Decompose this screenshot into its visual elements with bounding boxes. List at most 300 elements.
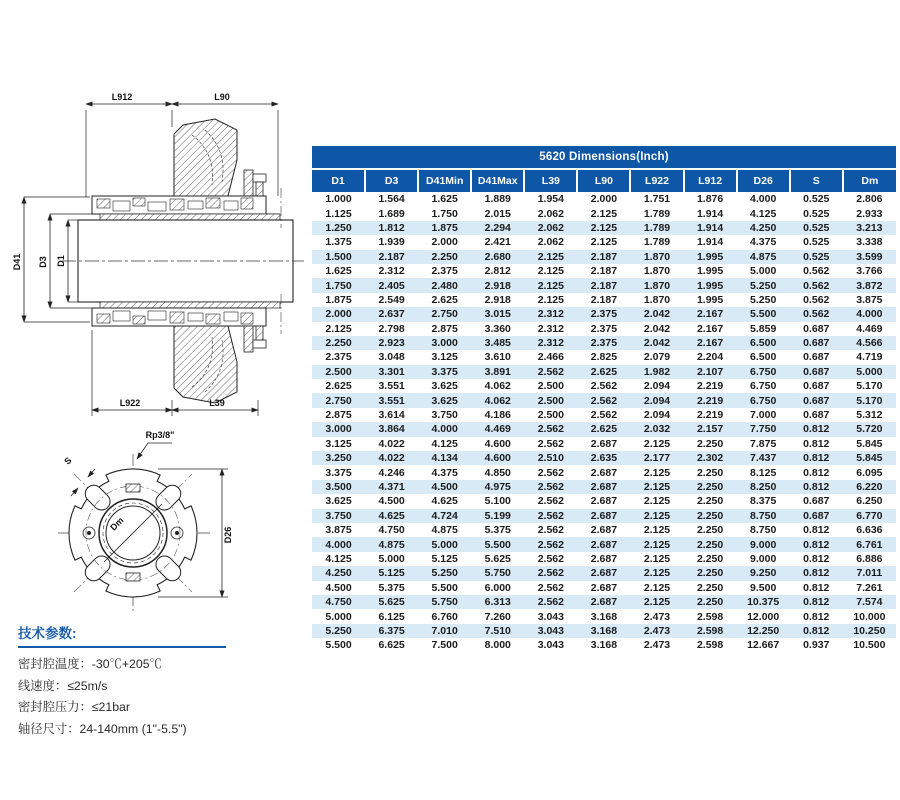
table-cell: 2.167: [696, 337, 724, 350]
table-cell: 1.789: [643, 207, 671, 220]
table-cell: 6.750: [750, 365, 777, 378]
table-cell: 2.312: [537, 308, 564, 321]
table-cell: 12.667: [747, 639, 780, 652]
table-cell: 4.186: [484, 409, 511, 422]
table-cell: 2.250: [696, 466, 724, 479]
table-cell: 2.625: [590, 365, 618, 378]
table-cell: 2.094: [643, 394, 671, 407]
table-cell: 2.637: [378, 308, 405, 321]
table-cell: 2.250: [696, 581, 724, 594]
table-cell: 3.872: [856, 279, 883, 292]
table-cell: 0.687: [803, 509, 830, 522]
column-header-dm: Dm: [843, 170, 896, 192]
table-cell: 0.562: [803, 308, 830, 321]
dimensions-table-section: [312, 146, 896, 653]
table-row: [312, 523, 896, 537]
table-header: [312, 170, 896, 192]
table-cell: 2.250: [696, 437, 724, 450]
table-cell: 5.250: [431, 567, 458, 580]
table-cell: 2.015: [484, 207, 511, 220]
dim-label-rp38: Rp3/8": [145, 430, 175, 440]
table-cell: 5.250: [750, 279, 777, 292]
table-cell: 2.750: [325, 394, 352, 407]
table-cell: 2.562: [537, 596, 564, 609]
table-cell: 2.375: [325, 351, 352, 364]
table-cell: 7.011: [856, 567, 883, 580]
table-cell: 3.168: [590, 610, 618, 623]
table-cell: 2.125: [537, 279, 564, 292]
table-cell: 5.100: [484, 495, 511, 508]
table-cell: 2.625: [431, 293, 458, 306]
table-cell: 2.562: [537, 365, 564, 378]
table-cell: 1.789: [643, 236, 671, 249]
table-cell: 2.125: [643, 524, 671, 537]
table-row: [312, 581, 896, 595]
table-cell: 2.687: [590, 538, 618, 551]
table-cell: 1.995: [696, 279, 724, 292]
table-cell: 7.437: [750, 452, 777, 465]
table-cell: 2.032: [643, 423, 671, 436]
column-header-s: S: [790, 170, 843, 192]
table-row: [312, 250, 896, 264]
table-cell: 9.000: [750, 552, 777, 565]
table-cell: 0.525: [803, 207, 830, 220]
table-cell: 2.562: [537, 466, 564, 479]
table-cell: 0.812: [803, 610, 830, 623]
table-cell: 2.687: [590, 596, 618, 609]
table-cell: 5.720: [856, 423, 883, 436]
table-cell: 5.250: [750, 293, 777, 306]
table-cell: 4.125: [750, 207, 777, 220]
table-cell: 0.812: [803, 524, 830, 537]
table-cell: 6.636: [856, 524, 883, 537]
table-cell: 2.204: [696, 351, 724, 364]
table-cell: 2.562: [537, 481, 564, 493]
table-cell: 2.473: [643, 639, 671, 652]
table-row: [312, 293, 896, 307]
table-cell: 2.375: [590, 337, 618, 350]
table-cell: 3.750: [325, 509, 352, 522]
table-cell: 2.125: [643, 481, 671, 493]
table-cell: 2.625: [590, 423, 618, 436]
dim-label-d41: D41: [12, 253, 22, 271]
dimensions-table: [312, 170, 896, 653]
table-cell: 2.294: [484, 221, 511, 234]
tech-params-heading: 技术参数:: [18, 622, 226, 648]
table-cell: 6.761: [856, 538, 883, 551]
table-cell: 6.750: [750, 394, 777, 407]
table-cell: 2.167: [696, 322, 724, 335]
table-row: [312, 322, 896, 336]
table-cell: 0.687: [803, 380, 830, 393]
table-cell: 4.850: [484, 466, 511, 479]
dim-label-l922: L922: [119, 398, 141, 408]
table-cell: 2.250: [696, 552, 724, 565]
table-cell: 4.371: [378, 481, 405, 493]
table-cell: 5.170: [856, 380, 883, 393]
table-cell: 2.812: [484, 265, 511, 278]
table-cell: 7.510: [484, 624, 511, 637]
table-cell: 6.313: [484, 596, 511, 609]
table-row: [312, 192, 896, 206]
table-cell: 1.995: [696, 265, 724, 278]
dim-label-d1: D1: [56, 255, 66, 267]
table-cell: 7.000: [750, 409, 777, 422]
table-cell: 5.125: [378, 567, 405, 580]
table-cell: 2.094: [643, 409, 671, 422]
table-cell: 6.625: [378, 639, 405, 652]
table-cell: 1.995: [696, 250, 724, 263]
table-cell: 2.125: [643, 552, 671, 565]
table-cell: 1.914: [696, 221, 724, 234]
column-header-d41min: D41Min: [418, 170, 471, 192]
table-cell: 2.250: [696, 495, 724, 508]
table-cell: 2.312: [537, 322, 564, 335]
table-cell: 2.687: [590, 552, 618, 565]
table-cell: 2.473: [643, 624, 671, 637]
table-cell: 4.134: [431, 452, 458, 465]
table-cell: 3.551: [378, 380, 405, 393]
table-cell: 1.982: [643, 365, 671, 378]
dim-label-d26: D26: [223, 526, 233, 544]
table-cell: 3.168: [590, 639, 618, 652]
table-cell: 1.375: [325, 236, 352, 249]
table-cell: 4.022: [378, 437, 405, 450]
table-cell: 2.250: [325, 337, 352, 350]
table-cell: 5.750: [484, 567, 511, 580]
table-cell: 2.680: [484, 250, 511, 263]
table-cell: 2.125: [643, 596, 671, 609]
table-cell: 1.500: [325, 250, 352, 263]
table-cell: 2.125: [643, 567, 671, 580]
dim-label-l39: L39: [209, 398, 225, 408]
table-cell: 0.562: [803, 293, 830, 306]
table-cell: 4.000: [856, 308, 883, 321]
table-cell: 8.125: [750, 466, 777, 479]
table-cell: 1.812: [378, 221, 405, 234]
table-cell: 2.042: [643, 322, 671, 335]
table-cell: 0.687: [803, 394, 830, 407]
table-cell: 3.048: [378, 351, 405, 364]
table-cell: 5.500: [325, 639, 352, 652]
table-cell: 6.095: [856, 466, 883, 479]
table-cell: 4.250: [750, 221, 777, 234]
table-cell: 4.975: [484, 481, 511, 493]
column-header-l39: L39: [524, 170, 577, 192]
table-cell: 3.125: [325, 437, 352, 450]
table-cell: 1.870: [643, 265, 671, 278]
table-cell: 2.375: [590, 308, 618, 321]
table-cell: 2.219: [696, 380, 724, 393]
column-header-d26: D26: [737, 170, 790, 192]
table-cell: 2.250: [696, 481, 724, 493]
table-cell: 4.500: [378, 495, 405, 508]
table-cell: 2.875: [431, 322, 458, 335]
table-cell: 3.043: [537, 610, 564, 623]
table-cell: 2.798: [378, 322, 405, 335]
table-cell: 5.199: [484, 509, 511, 522]
table-cell: 2.375: [431, 265, 458, 278]
table-cell: 0.812: [803, 481, 830, 493]
table-cell: 2.000: [325, 308, 352, 321]
table-cell: 7.261: [856, 581, 883, 594]
table-cell: 10.500: [853, 639, 886, 652]
table-cell: 2.562: [537, 495, 564, 508]
table-cell: 2.375: [590, 322, 618, 335]
table-cell: 0.812: [803, 452, 830, 465]
table-cell: 2.042: [643, 308, 671, 321]
table-cell: 2.187: [590, 250, 618, 263]
table-cell: 5.000: [750, 265, 777, 278]
table-cell: 2.219: [696, 409, 724, 422]
table-cell: 0.812: [803, 437, 830, 450]
table-cell: 2.250: [696, 596, 724, 609]
table-cell: 5.125: [431, 552, 458, 565]
table-cell: 9.000: [750, 538, 777, 551]
table-cell: 3.168: [590, 624, 618, 637]
table-cell: 2.062: [537, 221, 564, 234]
table-cell: 9.250: [750, 567, 777, 580]
table-cell: 2.598: [696, 610, 724, 623]
table-cell: 6.886: [856, 552, 883, 565]
table-cell: 2.125: [643, 538, 671, 551]
table-row: [312, 393, 896, 407]
table-cell: 1.914: [696, 236, 724, 249]
table-cell: 4.469: [856, 322, 883, 335]
table-cell: 2.167: [696, 308, 724, 321]
table-cell: 4.000: [750, 193, 777, 206]
table-cell: 6.770: [856, 509, 883, 522]
table-cell: 10.375: [747, 596, 780, 609]
table-cell: 4.246: [378, 466, 405, 479]
table-cell: 3.875: [856, 293, 883, 306]
table-cell: 2.405: [378, 279, 405, 292]
table-cell: 5.625: [484, 552, 511, 565]
table-cell: 0.687: [803, 322, 830, 335]
table-row: [312, 336, 896, 350]
column-header-l912: L912: [684, 170, 737, 192]
table-cell: 2.000: [431, 236, 458, 249]
table-cell: 6.500: [750, 351, 777, 364]
table-cell: 5.000: [431, 538, 458, 551]
table-cell: 2.250: [696, 567, 724, 580]
table-cell: 2.918: [484, 293, 511, 306]
table-cell: 4.000: [431, 423, 458, 436]
table-cell: 1.889: [484, 193, 511, 206]
table-cell: 6.000: [484, 581, 511, 594]
column-header-l922: L922: [630, 170, 683, 192]
table-cell: 4.750: [378, 524, 405, 537]
table-cell: 4.500: [431, 481, 458, 493]
table-cell: 7.260: [484, 610, 511, 623]
table-cell: 8.000: [484, 639, 511, 652]
table-cell: 2.687: [590, 567, 618, 580]
table-cell: 2.562: [537, 423, 564, 436]
table-cell: 3.599: [856, 250, 883, 263]
table-cell: 2.187: [378, 250, 405, 263]
table-cell: 3.213: [856, 221, 883, 234]
table-cell: 5.000: [325, 610, 352, 623]
table-cell: 2.806: [856, 193, 883, 206]
table-cell: 2.125: [537, 293, 564, 306]
table-cell: 2.687: [590, 495, 618, 508]
table-cell: 2.157: [696, 423, 724, 436]
table-cell: 6.375: [378, 624, 405, 637]
table-cell: 1.954: [537, 193, 564, 206]
table-cell: 3.000: [325, 423, 352, 436]
table-cell: 2.500: [325, 365, 352, 378]
table-cell: 1.751: [643, 193, 671, 206]
table-cell: 3.125: [431, 351, 458, 364]
table-cell: 0.812: [803, 552, 830, 565]
table-cell: 3.375: [325, 466, 352, 479]
table-cell: 6.760: [431, 610, 458, 623]
table-cell: 2.219: [696, 394, 724, 407]
table-cell: 2.125: [643, 581, 671, 594]
table-cell: 2.687: [590, 509, 618, 522]
table-cell: 3.338: [856, 236, 883, 249]
table-header-row: [312, 170, 896, 192]
table-row: [312, 437, 896, 451]
table-cell: 2.250: [696, 538, 724, 551]
table-row: [312, 379, 896, 393]
table-cell: 2.500: [537, 394, 564, 407]
table-cell: 5.000: [378, 552, 405, 565]
table-cell: 5.500: [431, 581, 458, 594]
table-cell: 4.625: [378, 509, 405, 522]
table-cell: 2.480: [431, 279, 458, 292]
table-cell: 2.562: [590, 380, 618, 393]
table-row: [312, 509, 896, 523]
table-cell: 2.510: [537, 452, 564, 465]
table-cell: 5.250: [325, 624, 352, 637]
table-cell: 5.500: [750, 308, 777, 321]
table-row: [312, 451, 896, 465]
table-cell: 0.937: [803, 639, 830, 652]
table-cell: 5.845: [856, 437, 883, 450]
table-cell: 3.015: [484, 308, 511, 321]
tech-param-speed: 线速度：≤25m/s: [18, 678, 108, 693]
table-cell: 5.625: [378, 596, 405, 609]
table-row: [312, 465, 896, 479]
table-cell: 3.610: [484, 351, 511, 364]
table-cell: 4.625: [431, 495, 458, 508]
table-cell: 2.302: [696, 452, 724, 465]
table-row: [312, 638, 896, 652]
table-cell: 2.750: [431, 308, 458, 321]
table-cell: 2.125: [643, 466, 671, 479]
table-cell: 4.875: [431, 524, 458, 537]
table-cell: 3.891: [484, 365, 511, 378]
table-cell: 6.750: [750, 380, 777, 393]
table-row: [312, 278, 896, 292]
table-cell: 0.812: [803, 624, 830, 637]
table-cell: 5.000: [856, 365, 883, 378]
table-cell: 3.000: [431, 337, 458, 350]
dim-label-s: S: [62, 455, 74, 467]
table-cell: 8.250: [750, 481, 777, 493]
table-cell: 7.750: [750, 423, 777, 436]
table-cell: 2.000: [590, 193, 618, 206]
table-cell: 2.094: [643, 380, 671, 393]
table-cell: 2.177: [643, 452, 671, 465]
table-cell: 2.125: [537, 265, 564, 278]
table-cell: 5.170: [856, 394, 883, 407]
table-cell: 8.375: [750, 495, 777, 508]
table-cell: 2.421: [484, 236, 511, 249]
table-cell: 1.875: [431, 221, 458, 234]
table-cell: 1.250: [325, 221, 352, 234]
table-cell: 2.312: [537, 337, 564, 350]
table-cell: 2.312: [378, 265, 405, 278]
front-view: [58, 443, 228, 614]
table-cell: 2.923: [378, 337, 405, 350]
table-cell: 0.687: [803, 409, 830, 422]
table-cell: 2.250: [431, 250, 458, 263]
table-cell: 1.689: [378, 207, 405, 220]
table-body: [312, 192, 896, 653]
table-cell: 2.687: [590, 581, 618, 594]
table-cell: 4.469: [484, 423, 511, 436]
table-cell: 2.250: [696, 509, 724, 522]
table-cell: 4.500: [325, 581, 352, 594]
table-cell: 4.875: [378, 538, 405, 551]
table-cell: 2.562: [537, 581, 564, 594]
table-cell: 1.870: [643, 279, 671, 292]
table-cell: 3.043: [537, 639, 564, 652]
table-cell: 2.825: [590, 351, 618, 364]
table-cell: 2.687: [590, 481, 618, 493]
table-row: [312, 552, 896, 566]
column-header-d3: D3: [365, 170, 418, 192]
table-cell: 2.466: [537, 351, 564, 364]
table-cell: 5.375: [484, 524, 511, 537]
dim-label-l90: L90: [214, 92, 230, 102]
table-cell: 0.812: [803, 581, 830, 594]
tech-param-temperature: 密封腔温度：-30℃+205℃: [18, 657, 162, 671]
table-cell: 3.864: [378, 423, 405, 436]
column-header-l90: L90: [577, 170, 630, 192]
table-cell: 7.500: [431, 639, 458, 652]
table-cell: 0.525: [803, 250, 830, 263]
table-cell: 1.870: [643, 250, 671, 263]
table-cell: 4.719: [856, 351, 883, 364]
table-row: [312, 264, 896, 278]
tech-param-shaft-size: 轴径尺寸：24-140mm (1"-5.5"): [18, 721, 187, 736]
table-cell: 2.079: [643, 351, 671, 364]
table-cell: 6.125: [378, 610, 405, 623]
table-cell: 2.562: [590, 409, 618, 422]
table-cell: 3.625: [325, 495, 352, 508]
table-cell: 1.750: [325, 279, 352, 292]
table-cell: 2.107: [696, 365, 724, 378]
table-cell: 1.564: [378, 193, 405, 206]
table-cell: 2.500: [537, 380, 564, 393]
table-cell: 3.301: [378, 365, 405, 378]
table-cell: 4.600: [484, 452, 511, 465]
table-cell: 2.187: [590, 265, 618, 278]
table-cell: 4.375: [750, 236, 777, 249]
table-cell: 0.562: [803, 279, 830, 292]
table-cell: 3.614: [378, 409, 405, 422]
table-cell: 4.250: [325, 567, 352, 580]
table-cell: 5.500: [484, 538, 511, 551]
table-cell: 2.562: [590, 394, 618, 407]
table-row: [312, 307, 896, 321]
table-cell: 2.933: [856, 207, 883, 220]
table-cell: 4.022: [378, 452, 405, 465]
table-cell: 2.875: [325, 409, 352, 422]
